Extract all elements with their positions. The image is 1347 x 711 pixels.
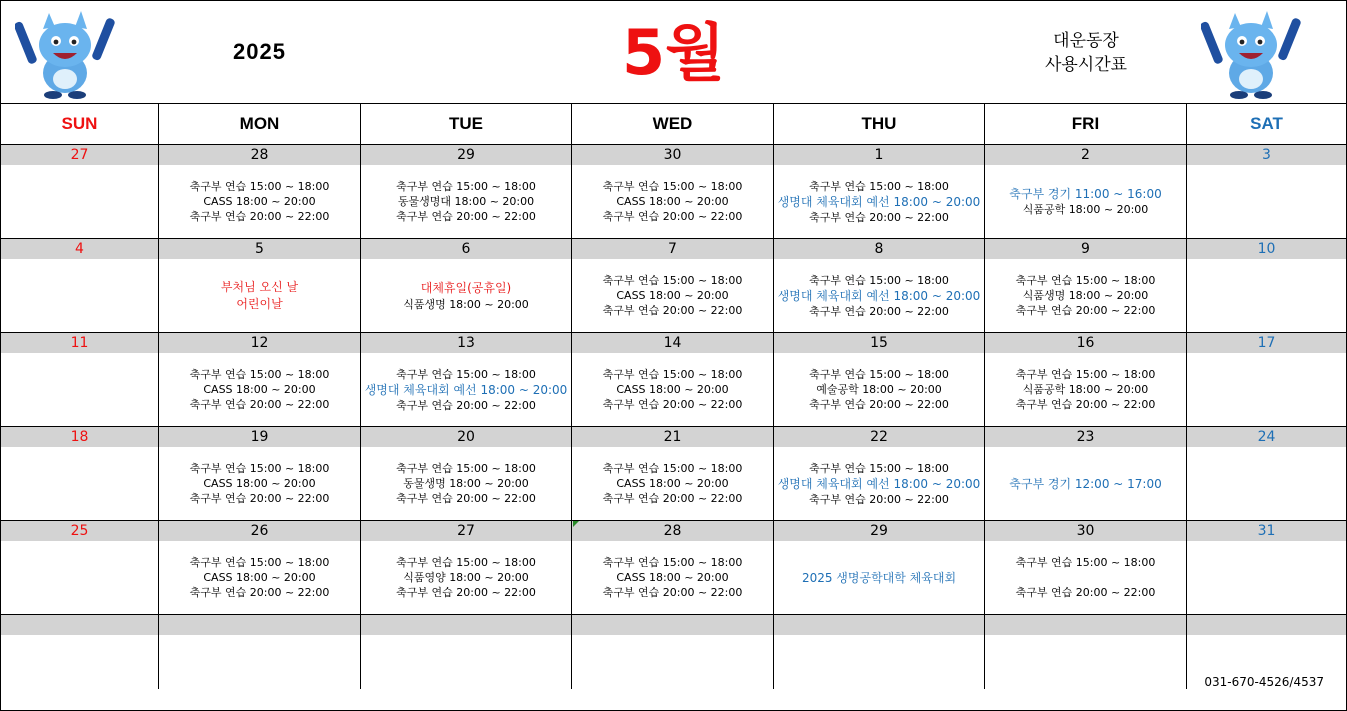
schedule-entry: 생명대 체육대회 예선 18:00 ~ 20:00 [364, 382, 568, 397]
date-number: 22 [774, 427, 984, 447]
day-cell[interactable] [1187, 333, 1346, 427]
date-number: 13 [361, 333, 571, 353]
day-cell[interactable] [985, 427, 1187, 521]
day-events [572, 165, 773, 238]
day-events [774, 259, 984, 332]
day-events [572, 447, 773, 520]
day-cell[interactable] [985, 333, 1187, 427]
day-events [159, 259, 360, 332]
day-cell[interactable] [1187, 615, 1346, 689]
date-number: 15 [774, 333, 984, 353]
schedule-entry: 축구부 연습 15:00 ~ 18:00 [602, 180, 743, 193]
schedule-entry: 축구부 연습 15:00 ~ 18:00 [602, 368, 743, 381]
day-cell[interactable] [159, 427, 361, 521]
day-events [1, 541, 158, 614]
day-events [361, 165, 571, 238]
date-number: 27 [361, 521, 571, 541]
schedule-entry: 축구부 연습 15:00 ~ 18:00 [809, 179, 949, 193]
weekday-header-thu: THU [774, 104, 985, 145]
schedule-entry: 축구부 연습 20:00 ~ 22:00 [1015, 304, 1156, 317]
day-events [159, 353, 360, 426]
day-cell[interactable] [985, 239, 1187, 333]
date-number [572, 615, 773, 635]
day-cell[interactable] [159, 239, 361, 333]
date-number: 30 [572, 145, 773, 165]
day-cell[interactable] [774, 615, 985, 689]
day-events [572, 635, 773, 689]
date-number: 11 [1, 333, 158, 353]
day-cell[interactable] [361, 239, 572, 333]
day-events [985, 635, 1186, 689]
date-number [774, 615, 984, 635]
holiday-label: 부처님 오신 날 [220, 279, 299, 294]
day-events [361, 635, 571, 689]
day-events [1, 447, 158, 520]
schedule-entry: 축구부 연습 20:00 ~ 22:00 [602, 398, 743, 411]
schedule-entry: CASS 18:00 ~ 20:00 [616, 477, 729, 490]
day-cell[interactable] [1, 239, 159, 333]
day-events [1, 353, 158, 426]
venue-name: 대운동장 [1053, 31, 1119, 51]
schedule-entry: 2025 생명공학대학 체육대회 [801, 570, 957, 585]
date-number: 3 [1187, 145, 1346, 165]
day-events [1, 259, 158, 332]
schedule-entry: 생명대 체육대회 예선 18:00 ~ 20:00 [777, 194, 981, 209]
date-number [361, 615, 571, 635]
day-events [1187, 165, 1346, 238]
day-cell[interactable] [1187, 239, 1346, 333]
date-number: 7 [572, 239, 773, 259]
week-row [1, 333, 1346, 427]
schedule-entry: 축구부 연습 15:00 ~ 18:00 [396, 180, 536, 193]
schedule-entry: 축구부 연습 20:00 ~ 22:00 [809, 398, 949, 411]
day-cell[interactable] [361, 427, 572, 521]
date-number [1, 615, 158, 635]
holiday-label: 어린이날 [236, 296, 283, 311]
day-cell[interactable] [774, 427, 985, 521]
calendar-year: 2025 [233, 39, 286, 64]
weekday-header-mon: MON [159, 104, 361, 145]
day-cell[interactable] [572, 615, 774, 689]
calendar-month-title: 5월 [621, 16, 726, 89]
schedule-entry: 축구부 연습 20:00 ~ 22:00 [1015, 398, 1156, 411]
schedule-entry: CASS 18:00 ~ 20:00 [203, 477, 316, 490]
day-events [985, 353, 1186, 426]
date-number: 2 [985, 145, 1186, 165]
schedule-entry: 식품영양 18:00 ~ 20:00 [403, 571, 529, 584]
day-events [774, 353, 984, 426]
day-cell[interactable] [572, 145, 774, 239]
day-events [774, 447, 984, 520]
day-events [159, 165, 360, 238]
schedule-entry: 축구부 연습 15:00 ~ 18:00 [396, 367, 536, 381]
date-number: 24 [1187, 427, 1346, 447]
schedule-entry: 축구부 연습 20:00 ~ 22:00 [602, 586, 743, 599]
day-events [361, 447, 571, 520]
day-events [1187, 541, 1346, 614]
date-number: 16 [985, 333, 1186, 353]
schedule-entry: 축구부 연습 15:00 ~ 18:00 [602, 462, 743, 475]
week-row [1, 239, 1346, 333]
day-events [572, 541, 773, 614]
schedule-entry: 축구부 연습 20:00 ~ 22:00 [396, 586, 536, 599]
date-number [159, 615, 360, 635]
schedule-entry: 축구부 연습 15:00 ~ 18:00 [809, 461, 949, 475]
schedule-entry: 식품공학 18:00 ~ 20:00 [1022, 383, 1149, 396]
schedule-entry: 축구부 연습 20:00 ~ 22:00 [189, 398, 330, 411]
day-cell[interactable] [1, 145, 159, 239]
day-events [774, 541, 984, 614]
weekday-header-sun: SUN [1, 104, 159, 145]
schedule-entry: 식품생명 18:00 ~ 20:00 [1022, 289, 1149, 302]
date-number: 19 [159, 427, 360, 447]
date-number: 18 [1, 427, 158, 447]
date-number [985, 615, 1186, 635]
schedule-entry: 예술공학 18:00 ~ 20:00 [816, 383, 942, 396]
day-cell[interactable] [361, 521, 572, 615]
day-events [985, 447, 1186, 520]
schedule-entry: 축구부 연습 20:00 ~ 22:00 [1015, 586, 1156, 599]
day-cell[interactable] [985, 615, 1187, 689]
contact-phone: 031-670-4526/4537 [1204, 675, 1324, 689]
schedule-entry: 식품생명 18:00 ~ 20:00 [403, 297, 529, 311]
schedule-entry: CASS 18:00 ~ 20:00 [616, 195, 729, 208]
day-events [572, 353, 773, 426]
schedule-entry: 축구부 연습 15:00 ~ 18:00 [1015, 274, 1156, 287]
week-row [1, 427, 1346, 521]
schedule-entry: 축구부 연습 20:00 ~ 22:00 [396, 492, 536, 505]
week-row [1, 145, 1346, 239]
day-events [361, 259, 571, 332]
date-number [1187, 615, 1346, 635]
date-number: 28 [159, 145, 360, 165]
date-number: 9 [985, 239, 1186, 259]
date-number: 23 [985, 427, 1186, 447]
day-cell[interactable] [985, 521, 1187, 615]
day-cell[interactable] [1, 333, 159, 427]
day-events [985, 541, 1186, 614]
date-number: 30 [985, 521, 1186, 541]
day-cell[interactable] [159, 333, 361, 427]
schedule-entry: 축구부 연습 15:00 ~ 18:00 [189, 462, 330, 475]
schedule-entry: 축구부 연습 20:00 ~ 22:00 [809, 304, 949, 318]
date-number: 21 [572, 427, 773, 447]
date-number: 31 [1187, 521, 1346, 541]
venue-title [1031, 29, 1141, 77]
schedule-entry: 축구부 연습 20:00 ~ 22:00 [602, 304, 743, 317]
schedule-entry: 축구부 연습 20:00 ~ 22:00 [396, 210, 536, 223]
day-cell[interactable] [572, 333, 774, 427]
date-number: 12 [159, 333, 360, 353]
schedule-entry: 축구부 연습 20:00 ~ 22:00 [602, 492, 743, 505]
day-events [159, 635, 360, 689]
schedule-entry: 축구부 연습 15:00 ~ 18:00 [602, 556, 743, 569]
day-cell[interactable] [774, 145, 985, 239]
day-cell[interactable] [361, 333, 572, 427]
day-events [572, 259, 773, 332]
schedule-entry: CASS 18:00 ~ 20:00 [616, 289, 729, 302]
day-cell[interactable] [159, 521, 361, 615]
schedule-entry: CASS 18:00 ~ 20:00 [203, 571, 316, 584]
day-cell[interactable] [572, 521, 774, 615]
schedule-entry: CASS 18:00 ~ 20:00 [203, 383, 316, 396]
schedule-entry: 축구부 연습 15:00 ~ 18:00 [602, 274, 743, 287]
day-cell[interactable] [1187, 521, 1346, 615]
day-cell[interactable] [159, 615, 361, 689]
day-cell[interactable] [985, 145, 1187, 239]
date-number: 6 [361, 239, 571, 259]
day-events [159, 541, 360, 614]
day-cell[interactable] [774, 239, 985, 333]
day-events [774, 635, 984, 689]
weekday-header-wed: WED [572, 104, 774, 145]
day-events [1187, 353, 1346, 426]
day-cell[interactable] [774, 521, 985, 615]
cheering-mascot-icon [1201, 7, 1301, 101]
schedule-entry: 축구부 연습 15:00 ~ 18:00 [189, 556, 330, 569]
schedule-entry: 축구부 연습 20:00 ~ 22:00 [396, 398, 536, 412]
day-events [361, 541, 571, 614]
date-number: 27 [1, 145, 158, 165]
date-number: 14 [572, 333, 773, 353]
schedule-entry: 축구부 연습 20:00 ~ 22:00 [809, 210, 949, 224]
date-number: 25 [1, 521, 158, 541]
day-events [361, 353, 571, 426]
day-cell[interactable] [1, 615, 159, 689]
schedule-entry: 동물생명대 18:00 ~ 20:00 [397, 195, 535, 208]
day-cell[interactable] [361, 145, 572, 239]
schedule-entry: 동물생명 18:00 ~ 20:00 [403, 477, 529, 490]
calendar-header [1, 1, 1346, 104]
weekday-header-fri: FRI [985, 104, 1187, 145]
date-number: 10 [1187, 239, 1346, 259]
schedule-entry: 축구부 연습 15:00 ~ 18:00 [1015, 556, 1156, 569]
cell-comment-marker [573, 521, 579, 527]
schedule-entry: 축구부 연습 20:00 ~ 22:00 [189, 210, 330, 223]
day-cell[interactable] [572, 239, 774, 333]
week-row [1, 615, 1346, 689]
schedule-entry: 축구부 연습 15:00 ~ 18:00 [189, 368, 330, 381]
schedule-entry: CASS 18:00 ~ 20:00 [616, 571, 729, 584]
day-cell[interactable] [1, 521, 159, 615]
weekday-header-sat: SAT [1187, 104, 1346, 145]
week-row [1, 521, 1346, 615]
schedule-label: 사용시간표 [1044, 55, 1128, 75]
schedule-entry: 식품공학 18:00 ~ 20:00 [1022, 203, 1149, 216]
schedule-entry: 생명대 체육대회 예선 18:00 ~ 20:00 [777, 288, 981, 303]
schedule-entry: 축구부 경기 11:00 ~ 16:00 [1009, 187, 1162, 201]
date-number: 4 [1, 239, 158, 259]
schedule-entry: 축구부 연습 15:00 ~ 18:00 [396, 556, 536, 569]
day-cell[interactable] [572, 427, 774, 521]
weekday-header-tue: TUE [361, 104, 572, 145]
day-events [159, 447, 360, 520]
day-events [985, 259, 1186, 332]
date-number: 20 [361, 427, 571, 447]
schedule-entry: 축구부 연습 15:00 ~ 18:00 [396, 462, 536, 475]
schedule-entry: 축구부 연습 15:00 ~ 18:00 [809, 273, 949, 287]
schedule-entry: 축구부 연습 15:00 ~ 18:00 [1015, 368, 1156, 381]
schedule-entry: 축구부 연습 15:00 ~ 18:00 [189, 180, 330, 193]
schedule-entry: CASS 18:00 ~ 20:00 [616, 383, 729, 396]
schedule-entry: 축구부 경기 12:00 ~ 17:00 [1009, 476, 1162, 491]
date-number: 1 [774, 145, 984, 165]
day-events [1187, 259, 1346, 332]
holiday-label: 대체휴일(공휴일) [420, 280, 512, 295]
day-cell[interactable] [1, 427, 159, 521]
schedule-entry: 축구부 연습 15:00 ~ 18:00 [809, 368, 949, 381]
date-number: 29 [774, 521, 984, 541]
schedule-entry: CASS 18:00 ~ 20:00 [203, 195, 316, 208]
schedule-entry: 축구부 연습 20:00 ~ 22:00 [189, 586, 330, 599]
day-cell[interactable] [1187, 145, 1346, 239]
day-events [1, 165, 158, 238]
date-number: 5 [159, 239, 360, 259]
day-cell[interactable] [159, 145, 361, 239]
day-cell[interactable] [1187, 427, 1346, 521]
day-events [1, 635, 158, 689]
day-events [1187, 447, 1346, 520]
schedule-entry: 생명대 체육대회 예선 18:00 ~ 20:00 [777, 476, 981, 491]
day-cell[interactable] [774, 333, 985, 427]
schedule-entry: 축구부 연습 20:00 ~ 22:00 [189, 492, 330, 505]
date-number: 17 [1187, 333, 1346, 353]
date-number: 29 [361, 145, 571, 165]
date-number: 28 [572, 521, 773, 541]
schedule-entry: 축구부 연습 20:00 ~ 22:00 [602, 210, 743, 223]
day-events [985, 165, 1186, 238]
day-cell[interactable] [361, 615, 572, 689]
date-number: 8 [774, 239, 984, 259]
day-events [774, 165, 984, 238]
date-number: 26 [159, 521, 360, 541]
schedule-entry: 축구부 연습 20:00 ~ 22:00 [809, 492, 949, 506]
